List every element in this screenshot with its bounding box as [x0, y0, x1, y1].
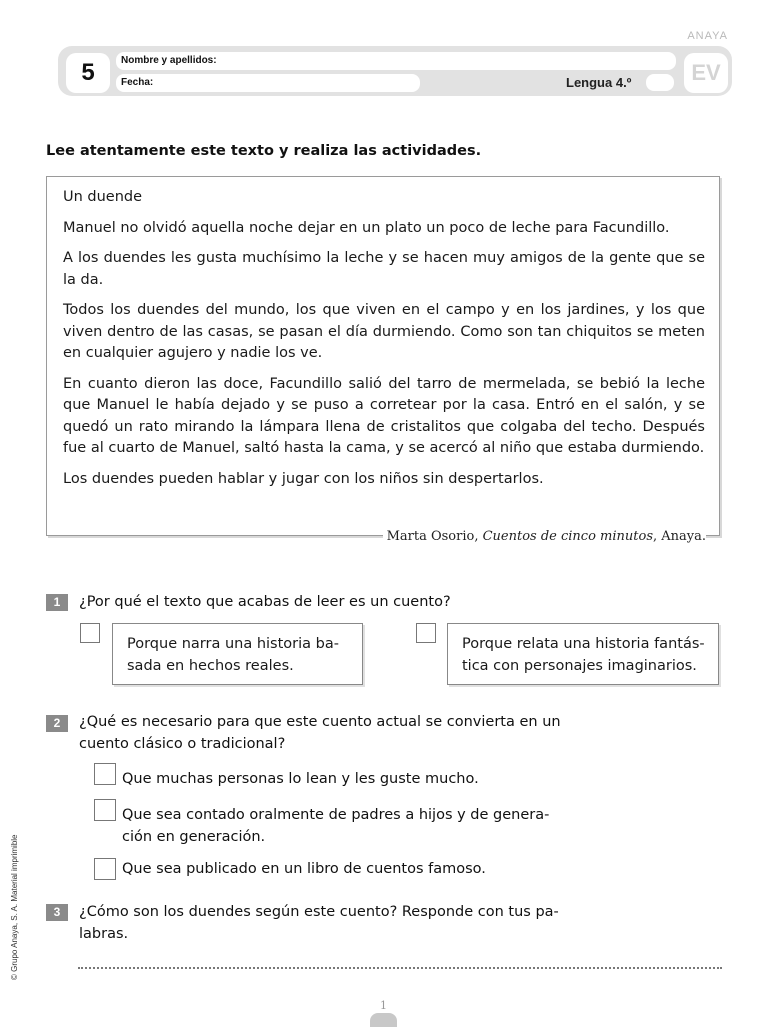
story-paragraph: A los duendes les gusta muchísimo la leche y se hacen muy amigos de la gente que se la da. — [63, 250, 705, 288]
name-label: Nombre y apellidos: — [121, 55, 217, 66]
unit-number: 5 — [66, 53, 110, 93]
answer-checkbox[interactable] — [94, 763, 116, 785]
question-text: ¿Qué es necesario para que este cuento actual se convierta en un cuento clásico o tradicional? — [79, 714, 561, 752]
question-number: 2 — [46, 715, 68, 732]
question-number: 1 — [46, 594, 68, 611]
answer-option-text: Porque narra una historia ba- sada en hechos reales. — [127, 636, 339, 674]
answer-option — [447, 623, 719, 685]
answer-option-text: Que sea publicado en un libro de cuentos famoso. — [122, 861, 486, 877]
credit-author: Marta Osorio, — [386, 529, 483, 544]
answer-option-text: Que muchas personas lo lean y les guste mucho. — [122, 771, 479, 787]
page-tab — [370, 1013, 397, 1027]
story-paragraph: Los duendes pueden hablar y jugar con los niños sin despertarlos. — [63, 470, 544, 487]
answer-checkbox[interactable] — [94, 799, 116, 821]
credit-publisher: , Anaya. — [652, 529, 706, 544]
answer-option-text: Porque relata una historia fantás- tica con personajes imaginarios. — [462, 636, 705, 674]
story-paragraph: En cuanto dieron las doce, Facundillo salió del tarro de mermelada, se bebió la leche que Manuel le había dejado y se puso a corretear por la casa. Entró en el salón, y se quedó un rato mirando la lámpara llena de cristalitos que colgaba del techo. Después fue al cuarto de Manuel, saltó hasta la cama, y se acercó al niño que estaba durmiendo. — [63, 375, 705, 456]
grade-pill — [646, 74, 674, 91]
question-number: 3 — [46, 904, 68, 921]
ev-badge: EV — [684, 53, 728, 93]
copyright-text: © Grupo Anaya, S. A. Material imprimible — [10, 834, 19, 980]
question-text: ¿Cómo son los duendes según este cuento? Responde con tus pa- labras. — [79, 904, 559, 942]
answer-line[interactable] — [78, 967, 722, 969]
publisher-logo: ANAYA — [687, 30, 728, 42]
answer-checkbox[interactable] — [416, 623, 436, 643]
date-field[interactable] — [116, 74, 420, 92]
story-paragraph: Manuel no olvidó aquella noche dejar en un plato un poco de leche para Facundillo. — [63, 219, 670, 236]
answer-checkbox[interactable] — [94, 858, 116, 880]
source-credit — [383, 529, 706, 544]
story-paragraph: Todos los duendes del mundo, los que viven en el campo y en los jardines, y los que viven dentro de las casas, se pasan el día durmiendo. Como son tan chiquitos se meten en cualquier agujero y nadie los ve. — [63, 302, 705, 361]
credit-book: Cuentos de cinco minutos — [482, 529, 653, 544]
page-number: 1 — [380, 999, 387, 1012]
answer-checkbox[interactable] — [80, 623, 100, 643]
question-text: ¿Por qué el texto que acabas de leer es un cuento? — [79, 594, 451, 610]
subject-label: Lengua 4.º — [566, 75, 632, 90]
answer-option-text: Que sea contado oralmente de padres a hijos y de genera- ción en generación. — [122, 807, 550, 845]
reading-box — [46, 176, 720, 536]
instruction-text: Lee atentamente este texto y realiza las actividades. — [46, 143, 482, 159]
date-label: Fecha: — [121, 77, 154, 88]
story-title: Un duende — [63, 189, 143, 205]
answer-option — [112, 623, 363, 685]
